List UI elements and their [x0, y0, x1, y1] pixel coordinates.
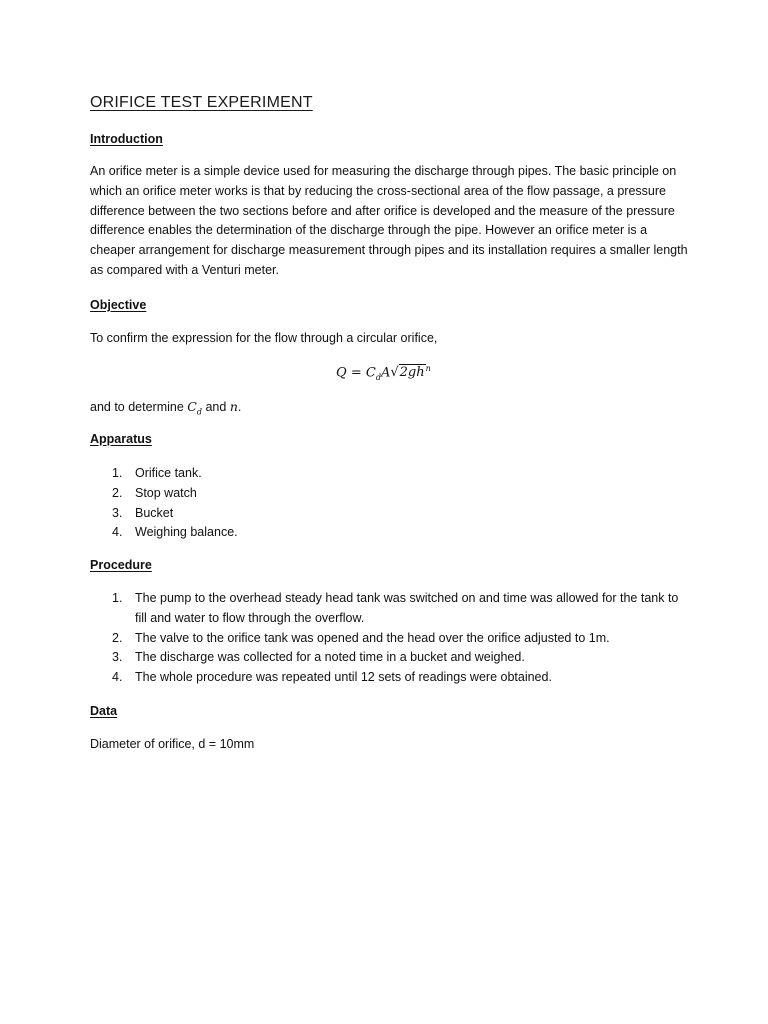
formula-square-root: √2gh	[390, 365, 425, 381]
formula-lhs: Q	[336, 365, 347, 381]
list-item-text: The discharge was collected for a noted time in a bucket and weighed.	[135, 650, 525, 665]
list-item	[90, 523, 690, 543]
formula-equals: =	[350, 365, 362, 381]
apparatus-list	[90, 464, 690, 543]
list-item-text: The whole procedure was repeated until 12 sets of readings were obtained.	[135, 670, 552, 685]
data-heading: Data	[90, 704, 118, 718]
objective-heading: Objective	[90, 298, 147, 312]
list-item-number: 2.	[112, 630, 123, 645]
determine-cd-subscript: d	[196, 407, 202, 417]
apparatus-heading: Apparatus	[90, 432, 152, 446]
list-item-text: Weighing balance.	[135, 525, 238, 540]
list-item-number: 1.	[112, 591, 123, 605]
list-item	[90, 484, 690, 504]
determine-and: and	[205, 400, 227, 414]
formula-area: A	[380, 365, 391, 381]
formula-radicand: 2gh	[399, 365, 425, 381]
formula-coefficient-subscript: d	[375, 372, 381, 382]
list-item-text: The valve to the orifice tank was opened and the head over the orifice adjusted to 1m.	[135, 630, 610, 645]
procedure-list	[90, 589, 690, 688]
introduction-paragraph: An orifice meter is a simple device used for measuring the discharge through pipes. The basic principle on which an orifice meter works is that by reducing the cross-sectional area of the flow passage, a pressure difference between the two sections before and after orifice is developed and the measure of the pressure difference enables the determination of the discharge through the pipe. However an orifice meter is a cheaper arrangement for discharge measurement through pipes and its installation requires a smaller length as compared with a Venturi meter.	[90, 164, 688, 277]
introduction-heading: Introduction	[90, 132, 163, 146]
list-item-number: 2.	[112, 485, 123, 500]
list-item-number: 4.	[112, 525, 123, 540]
list-item	[90, 464, 690, 484]
list-item	[90, 668, 690, 688]
determine-prefix: and to determine	[90, 400, 184, 414]
objective-text: To confirm the expression for the flow through a circular orifice,	[90, 331, 438, 345]
procedure-heading: Procedure	[90, 558, 152, 572]
list-item	[90, 504, 690, 524]
determine-line	[90, 399, 241, 417]
determine-suffix: .	[237, 400, 242, 414]
list-item	[90, 589, 690, 629]
list-item-text: Stop watch	[135, 485, 197, 500]
list-item	[90, 629, 690, 649]
formula-coefficient: C	[365, 365, 376, 381]
list-item	[90, 648, 690, 668]
list-item-number: 3.	[112, 650, 123, 665]
list-item-text: Bucket	[135, 505, 174, 520]
list-item-number: 4.	[112, 670, 123, 685]
list-item-text: Orifice tank.	[135, 466, 202, 480]
determine-cd-symbol: C	[187, 399, 197, 414]
determine-n: n	[229, 399, 238, 414]
flow-formula	[336, 364, 431, 382]
list-item-text: The pump to the overhead steady head tank was switched on and time was allowed for the tank to fill and water to flow through the overflow.	[135, 591, 679, 625]
document-title: ORIFICE TEST EXPERIMENT	[90, 94, 313, 111]
determine-cd	[187, 399, 202, 417]
list-item-number: 1.	[112, 466, 123, 480]
diameter-line: Diameter of orifice, d = 10mm	[90, 737, 255, 751]
formula-exponent: n	[425, 364, 431, 373]
list-item-number: 3.	[112, 505, 123, 520]
